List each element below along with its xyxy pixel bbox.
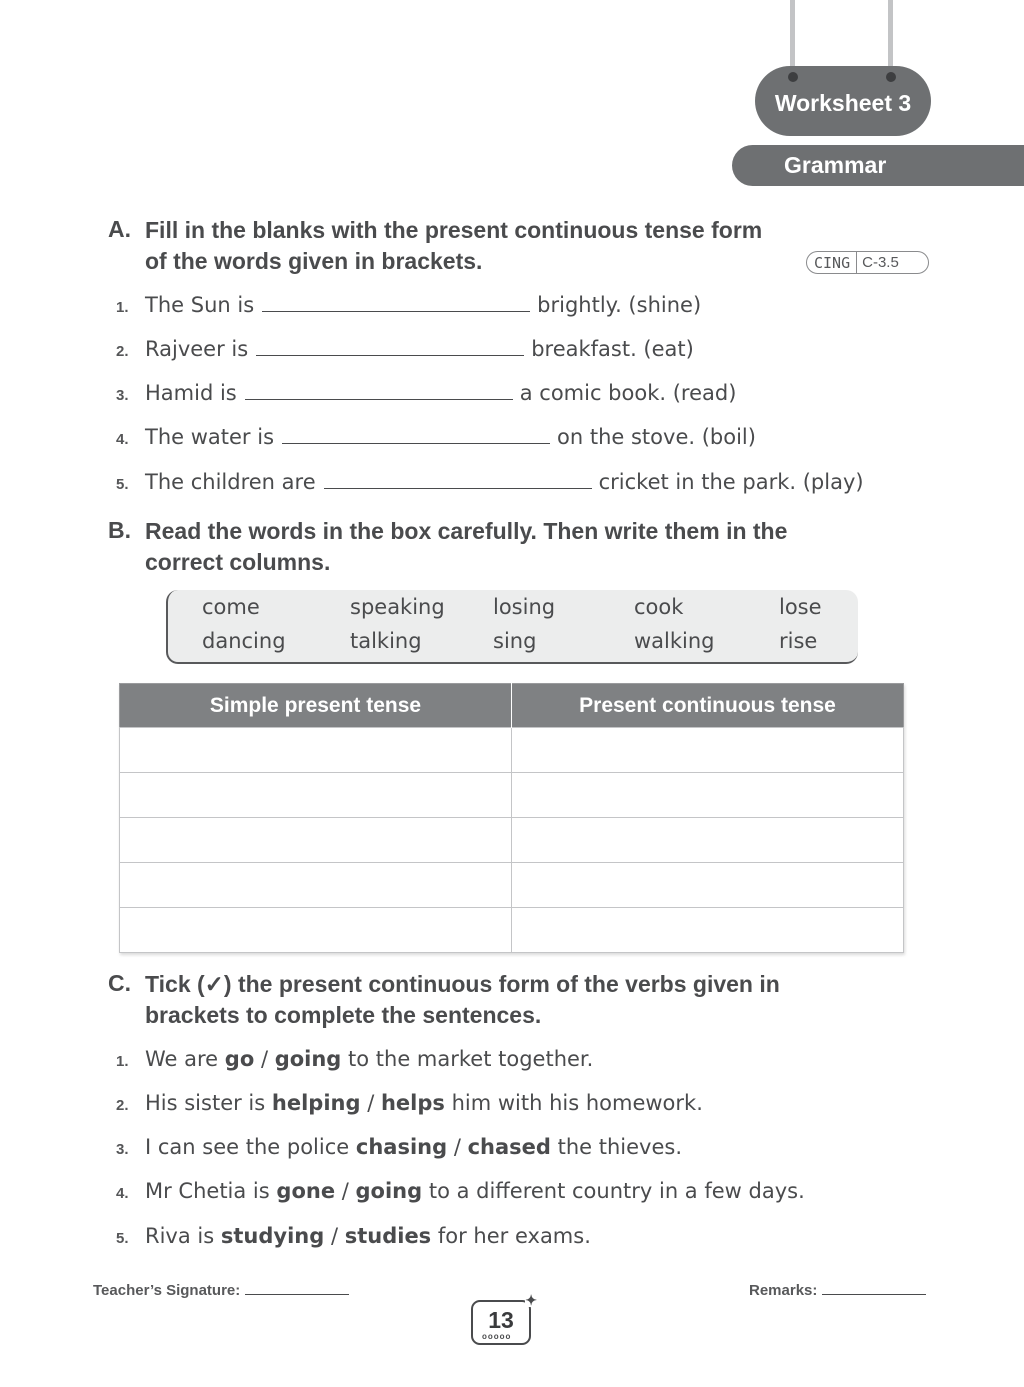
item-number: 4. <box>116 431 129 448</box>
option-separator: / <box>453 1135 461 1159</box>
option-separator: / <box>260 1047 269 1071</box>
tick-item <box>116 1091 703 1115</box>
item-text-after: brightly. (shine) <box>537 293 702 317</box>
star-icon: ✦ <box>525 1292 537 1308</box>
answer-blank[interactable] <box>256 354 524 356</box>
table-row <box>120 863 904 908</box>
dots-decoration-icon: ooooo <box>482 1332 512 1341</box>
answer-blank[interactable] <box>324 487 592 489</box>
item-text-after: for her exams. <box>437 1224 591 1248</box>
column-header-present-continuous: Present continuous tense <box>512 684 904 728</box>
word-item: walking <box>634 629 715 653</box>
tick-item <box>116 1135 682 1159</box>
fill-blank-item <box>116 470 864 494</box>
item-text-after: to the market together. <box>348 1047 594 1071</box>
cing-badge <box>806 251 929 274</box>
item-number: 3. <box>116 387 129 404</box>
table-cell[interactable] <box>120 773 512 818</box>
section-b-line-2: correct columns. <box>145 549 331 575</box>
hanging-string-right <box>888 0 893 76</box>
item-text-before: Rajveer is <box>145 337 249 361</box>
table-cell[interactable] <box>512 818 904 863</box>
answer-blank[interactable] <box>245 398 513 400</box>
page-number: 13 <box>488 1307 514 1333</box>
item-number: 5. <box>116 1230 129 1247</box>
section-c-letter: C. <box>108 970 131 996</box>
answer-blank[interactable] <box>282 442 550 444</box>
section-b-line-1: Read the words in the box carefully. Then write them in the <box>145 518 788 544</box>
table-cell[interactable] <box>120 863 512 908</box>
section-b-instructions <box>145 516 787 578</box>
page-number-badge <box>471 1292 537 1345</box>
verb-option[interactable]: helping <box>271 1091 361 1115</box>
remarks-line[interactable] <box>822 1294 926 1295</box>
table-cell[interactable] <box>120 818 512 863</box>
item-number: 1. <box>116 1053 129 1070</box>
table-cell[interactable] <box>512 863 904 908</box>
tense-sorting-table <box>119 683 904 953</box>
item-text-after: him with his homework. <box>451 1091 703 1115</box>
verb-option[interactable]: studies <box>344 1224 432 1248</box>
item-text-before: Hamid is <box>145 381 237 405</box>
tick-item <box>116 1047 593 1071</box>
verb-option[interactable]: helps <box>380 1091 445 1115</box>
item-number: 5. <box>116 476 129 493</box>
fill-blank-item <box>116 425 756 449</box>
table-cell[interactable] <box>512 908 904 953</box>
table-cell[interactable] <box>512 728 904 773</box>
verb-option[interactable]: studying <box>220 1224 325 1248</box>
verb-option[interactable]: going <box>274 1047 342 1071</box>
verb-option[interactable]: go <box>224 1047 255 1071</box>
section-c-line-2: brackets to complete the sentences. <box>145 1002 542 1028</box>
word-item: come <box>202 595 260 619</box>
answer-blank[interactable] <box>262 310 530 312</box>
item-text-before: The Sun is <box>145 293 255 317</box>
table-row <box>120 773 904 818</box>
teacher-signature-label: Teacher’s Signature: <box>93 1282 241 1299</box>
fill-blank-item <box>116 337 694 361</box>
table-row <box>120 818 904 863</box>
worksheet-tag: Worksheet 3 <box>755 66 931 136</box>
ring-left-icon <box>788 72 798 82</box>
option-separator: / <box>341 1179 349 1203</box>
item-text-before: The children are <box>145 470 316 494</box>
cing-code: CING <box>807 252 857 273</box>
signature-line[interactable] <box>245 1294 349 1295</box>
item-number: 4. <box>116 1185 129 1202</box>
teacher-signature <box>93 1282 349 1299</box>
section-a-instructions <box>145 215 762 277</box>
table-cell[interactable] <box>120 908 512 953</box>
table-row <box>120 908 904 953</box>
word-item: rise <box>779 629 818 653</box>
remarks-label: Remarks: <box>749 1282 818 1299</box>
item-number: 2. <box>116 343 129 360</box>
remarks <box>749 1282 926 1299</box>
word-item: talking <box>350 629 422 653</box>
item-number: 2. <box>116 1097 129 1114</box>
item-text-before: The water is <box>145 425 275 449</box>
word-item: cook <box>634 595 684 619</box>
section-a-line-2: of the words given in brackets. <box>145 248 483 274</box>
section-a-line-1: Fill in the blanks with the present continuous tense form <box>145 217 763 243</box>
word-item: dancing <box>202 629 286 653</box>
fill-blank-item <box>116 293 701 317</box>
verb-option[interactable]: chased <box>467 1135 551 1159</box>
table-row <box>120 728 904 773</box>
item-text-after: on the stove. (boil) <box>557 425 756 449</box>
word-item: losing <box>493 595 556 619</box>
section-c-instructions <box>145 969 780 1031</box>
table-cell[interactable] <box>120 728 512 773</box>
cing-ref: C-3.5 <box>862 254 899 271</box>
word-box <box>166 590 858 664</box>
tick-item <box>116 1179 805 1203</box>
item-text-after: to a different country in a few days. <box>428 1179 805 1203</box>
table-cell[interactable] <box>512 773 904 818</box>
option-separator: / <box>367 1091 375 1115</box>
verb-option[interactable]: gone <box>276 1179 336 1203</box>
section-a-letter: A. <box>108 216 131 242</box>
ring-right-icon <box>886 72 896 82</box>
item-text-before: We are <box>145 1047 219 1071</box>
column-header-simple-present: Simple present tense <box>120 684 512 728</box>
verb-option[interactable]: going <box>355 1179 423 1203</box>
item-text-before: I can see the police <box>145 1135 350 1159</box>
item-text-before: Riva is <box>145 1224 215 1248</box>
item-text-before: His sister is <box>145 1091 266 1115</box>
word-item: speaking <box>350 595 445 619</box>
verb-option[interactable]: chasing <box>355 1135 448 1159</box>
option-separator: / <box>330 1224 339 1248</box>
word-item: sing <box>493 629 537 653</box>
fill-blank-item <box>116 381 736 405</box>
item-text-before: Mr Chetia is <box>145 1179 270 1203</box>
item-text-after: the thieves. <box>557 1135 683 1159</box>
subject-band: Grammar <box>732 145 1024 186</box>
tick-item <box>116 1224 591 1248</box>
hanging-string-left <box>790 0 795 76</box>
item-text-after: cricket in the park. (play) <box>598 470 864 494</box>
item-number: 1. <box>116 299 129 316</box>
item-text-after: a comic book. (read) <box>519 381 737 405</box>
section-c-line-1: Tick (✓) the present continuous form of the verbs given in <box>145 971 780 997</box>
word-item: lose <box>779 595 822 619</box>
item-number: 3. <box>116 1141 129 1158</box>
section-b-letter: B. <box>108 517 131 543</box>
item-text-after: breakfast. (eat) <box>531 337 694 361</box>
